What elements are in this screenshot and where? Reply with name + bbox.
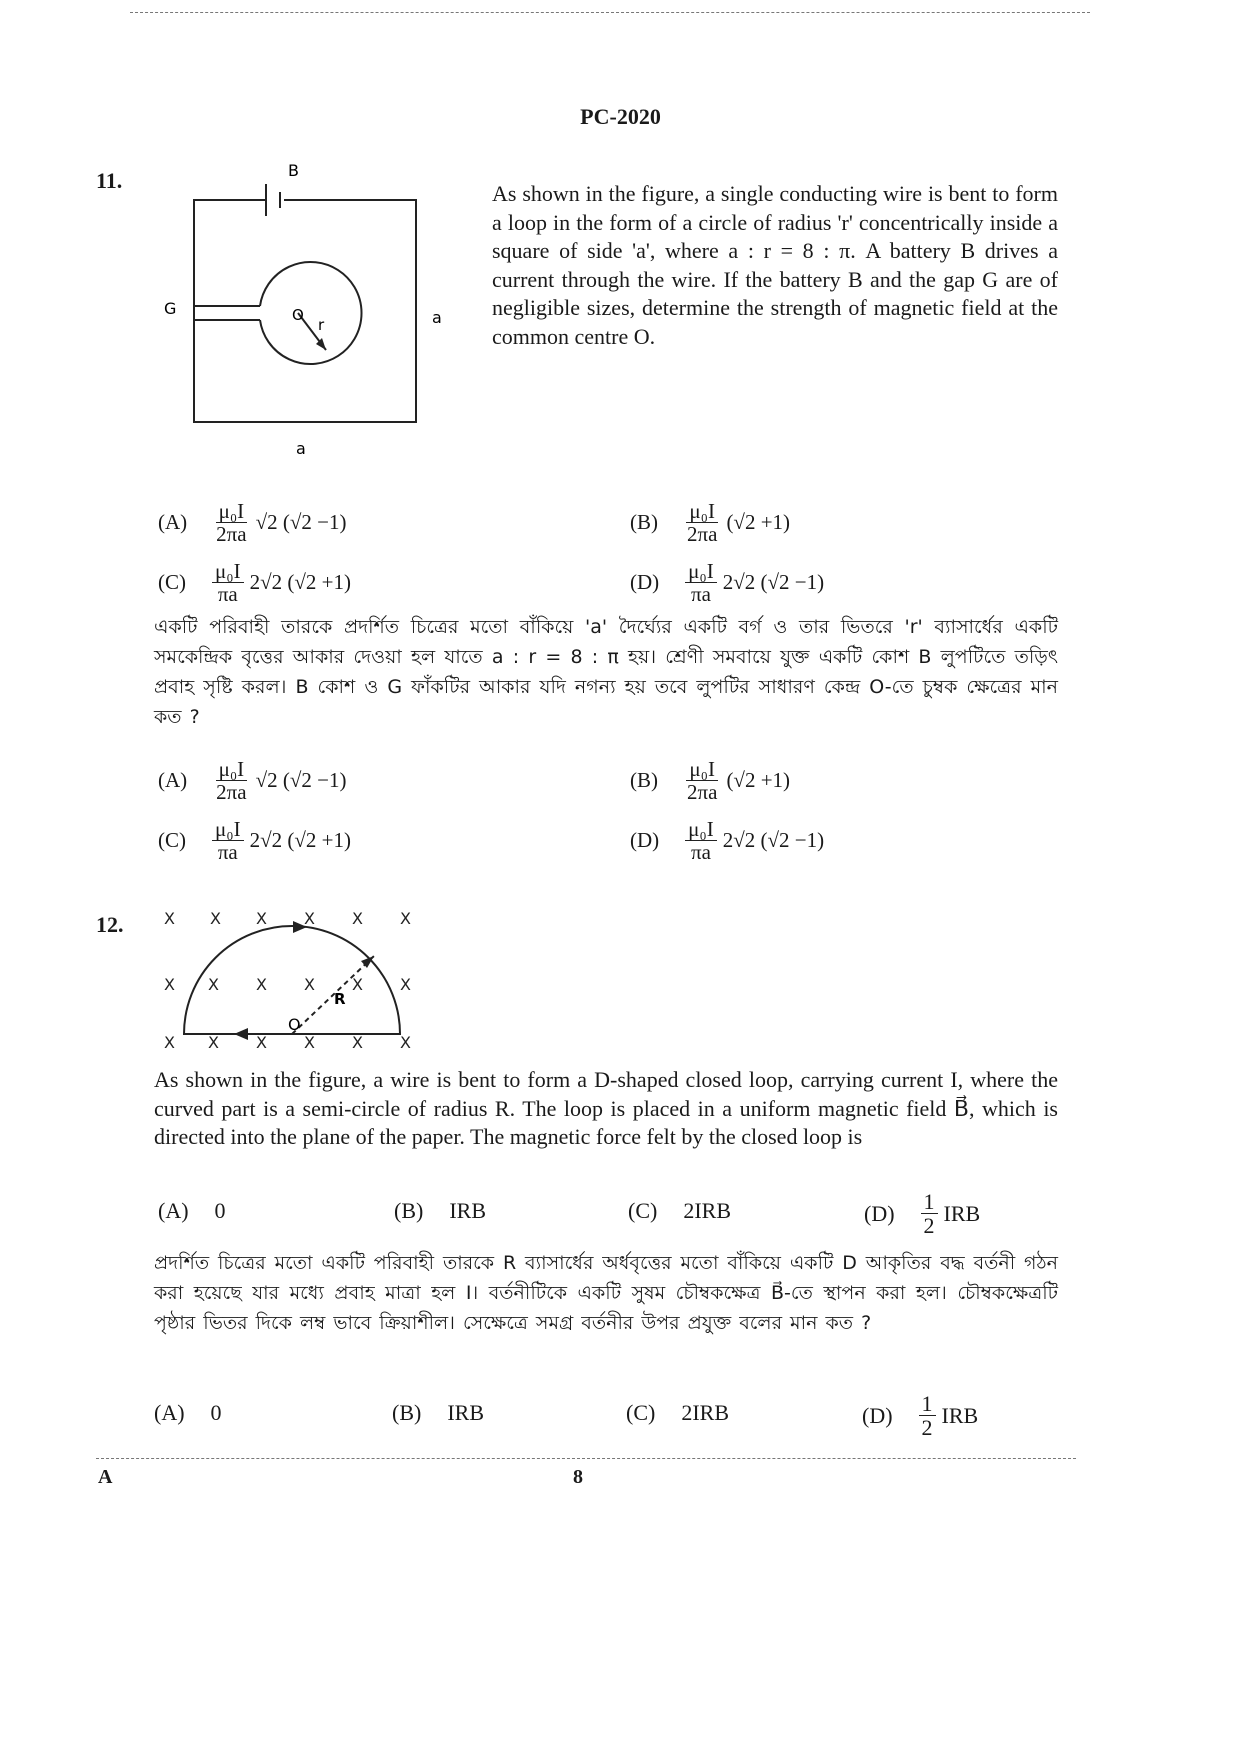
option-label: (C) [158, 570, 186, 595]
q12-option-b [394, 1198, 486, 1224]
fraction [921, 1190, 938, 1237]
cross-mark: X [304, 909, 315, 928]
cross-mark: X [256, 975, 267, 994]
cross-mark: X [400, 909, 411, 928]
option-label: (A) [158, 510, 188, 535]
current-arrowhead-bottom [234, 1028, 248, 1040]
option-value: 2IRB [681, 1400, 730, 1425]
option-label: (C) [626, 1400, 656, 1425]
cross-mark: X [352, 909, 363, 928]
q12-bn-option-c [626, 1400, 729, 1426]
numerator: μ₀I [212, 818, 244, 841]
denominator: 2 [921, 1415, 933, 1441]
side-bottom-label: a [296, 439, 306, 458]
page-number: 8 [573, 1466, 583, 1488]
fraction [685, 560, 717, 605]
fraction [684, 500, 720, 545]
option-value: IRB [943, 1200, 981, 1226]
numerator: μ₀I [685, 818, 717, 841]
option-value: IRB [941, 1402, 979, 1428]
option-value: 0 [214, 1198, 226, 1223]
option-label: (C) [158, 828, 186, 853]
cross-mark: X [256, 1033, 267, 1052]
gap-label: G [164, 299, 177, 318]
option-label: (B) [630, 510, 658, 535]
cross-mark: X [256, 909, 267, 928]
option-expression: (√2 +1) [726, 768, 791, 793]
q11-bn-option-d [630, 818, 824, 863]
cross-mark: X [352, 1033, 363, 1052]
option-label: (B) [630, 768, 658, 793]
denominator: 2πa [687, 522, 718, 547]
cross-mark: X [164, 1033, 175, 1052]
center-label: O [292, 306, 304, 324]
center-label: O [288, 1015, 301, 1034]
paper-code: PC-2020 [580, 104, 661, 129]
option-value: 2IRB [683, 1198, 732, 1223]
footer-rule [96, 1458, 1076, 1459]
q11-text-en: As shown in the figure, a single conducting wire is bent to form a loop in the form of a circle of radius 'r' concentrically inside a square of side 'a', where a : r = 8 : π. A battery B drives a current through the wire. If the battery B and the gap G are of negligible sizes, determine the strength of magnetic field at the common centre O. [492, 181, 1058, 349]
q12-bn-option-b [392, 1400, 484, 1426]
q12-bn-option-a [154, 1400, 222, 1426]
option-label: (D) [630, 828, 660, 853]
denominator: 2 [923, 1213, 935, 1239]
option-expression: √2 (√2 −1) [255, 510, 347, 535]
top-rule [130, 12, 1090, 13]
fraction [212, 560, 244, 605]
denominator: πa [217, 840, 238, 865]
numerator: μ₀I [686, 758, 718, 781]
question-number: 11. [96, 168, 123, 193]
option-expression: 2√2 (√2 +1) [249, 828, 351, 853]
denominator: 2πa [216, 780, 247, 805]
q12-text-en: As shown in the figure, a wire is bent to form a D-shaped closed loop, carrying current I, where the curved part is a semi-circle of radius R. The loop is placed in a uniform magnetic field B⃗, which is directed into the plane of the paper. The magnetic force felt by the closed loop is [154, 1067, 1058, 1149]
option-value: IRB [449, 1198, 487, 1223]
denominator: 2πa [687, 780, 718, 805]
q11-option-d [630, 560, 824, 605]
numerator: 1 [919, 1392, 936, 1416]
fraction [213, 758, 249, 803]
option-label: (A) [158, 1198, 189, 1223]
q11-bn-option-b [630, 758, 790, 803]
q12-option-c [628, 1198, 731, 1224]
option-expression: (√2 +1) [726, 510, 791, 535]
numerator: μ₀I [686, 500, 718, 523]
cross-mark: X [352, 975, 363, 994]
q12-bn-option-d [862, 1392, 978, 1439]
option-label: (D) [630, 570, 660, 595]
cross-mark: X [210, 909, 221, 928]
cross-mark: X [400, 1033, 411, 1052]
denominator: πa [690, 582, 711, 607]
denominator: πa [217, 582, 238, 607]
option-label: (B) [392, 1400, 422, 1425]
radius-label: R [334, 990, 346, 1008]
fraction [213, 500, 249, 545]
option-label: (D) [864, 1200, 895, 1226]
numerator: μ₀I [216, 758, 248, 781]
cross-mark: X [208, 975, 219, 994]
battery-label: B [288, 161, 299, 180]
option-expression: 2√2 (√2 +1) [249, 570, 351, 595]
option-expression: 2√2 (√2 −1) [722, 570, 825, 595]
radius-label: r [318, 316, 325, 334]
q12-figure [150, 898, 430, 1058]
question-number: 12. [96, 912, 124, 937]
q11-option-c [158, 560, 351, 605]
cross-mark: X [208, 1033, 219, 1052]
cross-mark: X [164, 975, 175, 994]
numerator: μ₀I [685, 560, 717, 583]
q12-text-bn: প্রদর্শিত চিত্রের মতো একটি পরিবাহী তারকে R ব্যাসার্ধের অর্ধবৃত্তের মতো বাঁকিয়ে একটি D আকৃতির বদ্ধ বর্তনী গঠন করা হয়েছে যার মধ্যে প্রবাহ মাত্রা হল I। বর্তনীটিকে একটি সুষম চৌম্বকক্ষেত্র B⃗-তে স্থাপন করা হল। চৌম্বকক্ষেত্রটি পৃষ্ঠার ভিতর দিকে লম্ব ভাবে ক্রিয়াশীল। সেক্ষেত্রে সমগ্র বর্তনীর উপর প্রযুক্ত বলের মান কত ? [154, 1252, 1058, 1334]
option-label: (B) [394, 1198, 424, 1223]
cross-mark: X [304, 1033, 315, 1052]
q11-option-a [158, 500, 346, 545]
numerator: μ₀I [216, 500, 248, 523]
q11-text-bn: একটি পরিবাহী তারকে প্রদর্শিত চিত্রের মতো বাঁকিয়ে 'a' দৈর্ঘ্যের একটি বর্গ ও তার ভিতরে 'r' ব্যাসার্ধের একটি সমকেন্দ্রিক বৃত্তের আকার দেওয়া হল যাতে a : r = 8 : π হয়। শ্রেণী সমবায়ে যুক্ত একটি কোশ B লুপটিতে তড়িৎ প্রবাহ সৃষ্টি করল। B কোশ ও G ফাঁকটির আকার যদি নগন্য হয় তবে লুপটির সাধারণ কেন্দ্র O-তে চুম্বক ক্ষেত্রের মান কত ? [154, 616, 1058, 728]
cross-mark: X [400, 975, 411, 994]
cross-mark: X [304, 975, 315, 994]
q11-option-b [630, 500, 790, 545]
fraction [684, 758, 720, 803]
q12-option-d [864, 1190, 980, 1237]
denominator: 2πa [216, 522, 247, 547]
q11-bn-option-a [158, 758, 346, 803]
option-expression: 2√2 (√2 −1) [722, 828, 825, 853]
option-value: 0 [210, 1400, 222, 1425]
cross-mark: X [164, 909, 175, 928]
fraction [212, 818, 244, 863]
option-label: (A) [158, 768, 188, 793]
option-label: (D) [862, 1402, 893, 1428]
option-label: (A) [154, 1400, 185, 1425]
denominator: πa [690, 840, 711, 865]
set-label: A [98, 1466, 113, 1488]
option-value: IRB [447, 1400, 485, 1425]
option-label: (C) [628, 1198, 658, 1223]
side-right-label: a [432, 308, 442, 327]
fraction [685, 818, 717, 863]
numerator: 1 [921, 1190, 938, 1214]
fraction [919, 1392, 936, 1439]
option-expression: √2 (√2 −1) [255, 768, 347, 793]
numerator: μ₀I [212, 560, 244, 583]
q11-bn-option-c [158, 818, 351, 863]
q12-option-a [158, 1198, 226, 1224]
q11-figure [150, 158, 450, 468]
